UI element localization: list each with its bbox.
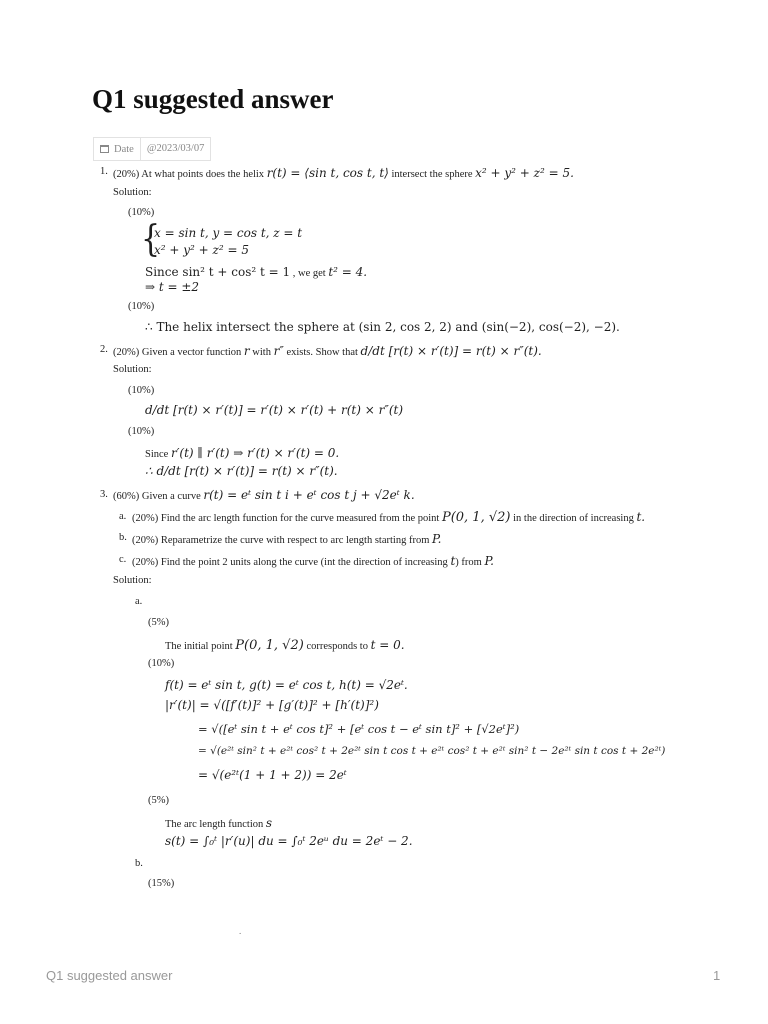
q3c-label: c.: [119, 554, 127, 565]
q3a-statement: [132, 508, 645, 526]
q3-solution-a-label: a.: [135, 596, 143, 607]
q3-label: 3.: [100, 489, 108, 500]
q3-fgh-line: f(t) = eᵗ sin t, g(t) = eᵗ cos t, h(t) = √2eᵗ.: [165, 678, 408, 692]
q2-solution-label: Solution:: [113, 364, 152, 375]
q3-arc-s: s: [265, 816, 273, 830]
system-brace: {: [141, 218, 161, 261]
q1-weight-2: (10%): [128, 301, 155, 312]
q1-statement: [113, 164, 574, 182]
q1-since-a: Since sin² t + cos² t = 1: [145, 265, 291, 279]
q1-solution-label: Solution:: [113, 187, 152, 198]
q3-statement: [113, 486, 415, 504]
q3b-P: P.: [432, 532, 442, 546]
q1-since-c: t² = 4.: [328, 265, 368, 279]
q3c-text-b: ) from: [455, 557, 485, 568]
q3-weight-1: (5%): [148, 617, 169, 628]
q3a-text-a: (20%) Find the arc length function for the curve measured from the point: [132, 513, 442, 524]
properties-table: [93, 137, 211, 161]
q1-label: 1.: [100, 166, 108, 177]
q2-text-c: exists. Show that: [283, 347, 361, 358]
q3b-text: (20%) Reparametrize the curve with respect to arc length starting from: [132, 535, 433, 546]
q1-text-b: intersect the sphere: [388, 169, 476, 180]
property-date-key: [94, 138, 141, 160]
q1-since-line: [145, 263, 367, 281]
property-date-value[interactable]: @2023/03/07: [146, 143, 205, 154]
q2-math-r: r: [243, 344, 250, 358]
q3a-text-b: in the direction of increasing: [510, 513, 637, 524]
q1-sphere-math: x² + y² + z² = 5.: [475, 166, 574, 180]
q2-derivative: d/dt [r(t) × r′(t)] = r′(t) × r′(t) + r(t) × r″(t): [145, 403, 404, 417]
q3c-text-a: (20%) Find the point 2 units along the curve (int the direction of increasing: [132, 557, 451, 568]
q3-arc-text: The arc length function: [165, 819, 266, 830]
q2-weight-1: (10%): [128, 385, 155, 396]
q2-math-show: d/dt [r(t) × r′(t)] = r(t) × r″(t).: [360, 344, 542, 358]
q2-since-a: Since: [145, 449, 171, 460]
q3-solution-b-label: b.: [135, 858, 143, 869]
q2-since-line: [145, 444, 339, 462]
q3-speed-line-4: = √(e²ᵗ(1 + 1 + 2)) = 2eᵗ: [198, 768, 347, 782]
q3c-statement: [132, 552, 494, 570]
q2-weight-2: (10%): [128, 426, 155, 437]
q3b-label: b.: [119, 532, 127, 543]
property-key-label: Date: [114, 143, 134, 155]
q1-conclusion: ∴ The helix intersect the sphere at (sin 2, cos 2, 2) and (sin(−2), cos(−2), −2).: [145, 320, 620, 334]
page-title: Q1 suggested answer: [92, 84, 334, 114]
q3a-point: P(0, 1, √2): [441, 510, 511, 525]
q1-system-line-1: x = sin t, y = cos t, z = t: [154, 226, 303, 240]
q3-text-a: (60%) Given a curve: [113, 491, 204, 502]
calendar-icon: [100, 145, 109, 153]
q3-speed-line-3: = √(e²ᵗ sin² t + e²ᵗ cos² t + 2e²ᵗ sin t cos t + e²ᵗ cos² t + e²ᵗ sin² t − 2e²ᵗ sin t cos t + 2e²ᵗ): [198, 745, 666, 757]
q3-init-b: corresponds to: [303, 641, 371, 652]
q1-system-line-2: x² + y² + z² = 5: [154, 243, 249, 257]
q3-arc-text-line: [165, 814, 272, 832]
q3-weight-2: (10%): [148, 658, 175, 669]
q3a-label: a.: [119, 511, 127, 522]
q2-text-b: with: [249, 347, 274, 358]
q1-text-a: (20%) At what points does the helix: [113, 169, 267, 180]
q3b-statement: [132, 530, 441, 548]
q3-weight-4: (15%): [148, 878, 175, 889]
stray-dot: .: [239, 926, 242, 936]
q3-speed-line-2: = √([eᵗ sin t + eᵗ cos t]² + [eᵗ cos t − eᵗ sin t]² + [√2eᵗ]²): [198, 722, 520, 736]
q3a-t: t.: [636, 510, 646, 524]
footer-page-number: 1: [713, 968, 721, 983]
footer-title: Q1 suggested answer: [46, 968, 173, 983]
q2-since-math: r′(t) ∥ r′(t) ⇒ r′(t) × r′(t) = 0.: [170, 446, 340, 460]
q2-statement: [113, 342, 542, 360]
q2-text-a: (20%) Given a vector function: [113, 347, 244, 358]
q1-weight-1: (10%): [128, 207, 155, 218]
q2-therefore: ∴ d/dt [r(t) × r′(t)] = r(t) × r″(t).: [145, 464, 338, 478]
q3-arc-formula: s(t) = ∫₀ᵗ |r′(u)| du = ∫₀ᵗ 2eᵘ du = 2eᵗ − 2.: [165, 834, 413, 848]
q1-helix-math: r(t) = ⟨sin t, cos t, t⟩: [266, 166, 389, 180]
q3-init-a: The initial point: [165, 641, 236, 652]
q3-speed-line-1: |r′(t)| = √([f′(t)]² + [g′(t)]² + [h′(t)]²): [165, 698, 379, 712]
q3-init-t: t = 0.: [370, 638, 405, 652]
q3-initial-point-line: [165, 636, 405, 654]
q3-init-point: P(0, 1, √2): [235, 638, 304, 653]
q2-math-r2: r″: [273, 344, 284, 358]
q1-since-b: , we get: [290, 268, 329, 279]
q2-label: 2.: [100, 344, 108, 355]
q3c-P: P.: [484, 554, 494, 568]
q3c-t: t: [450, 554, 456, 568]
q3-solution-label: Solution:: [113, 575, 152, 586]
q3-weight-3: (5%): [148, 795, 169, 806]
q3-curve-math: r(t) = eᵗ sin t i + eᵗ cos t j + √2eᵗ k.: [203, 488, 415, 502]
q1-implies-line: ⇒ t = ±2: [145, 280, 200, 294]
